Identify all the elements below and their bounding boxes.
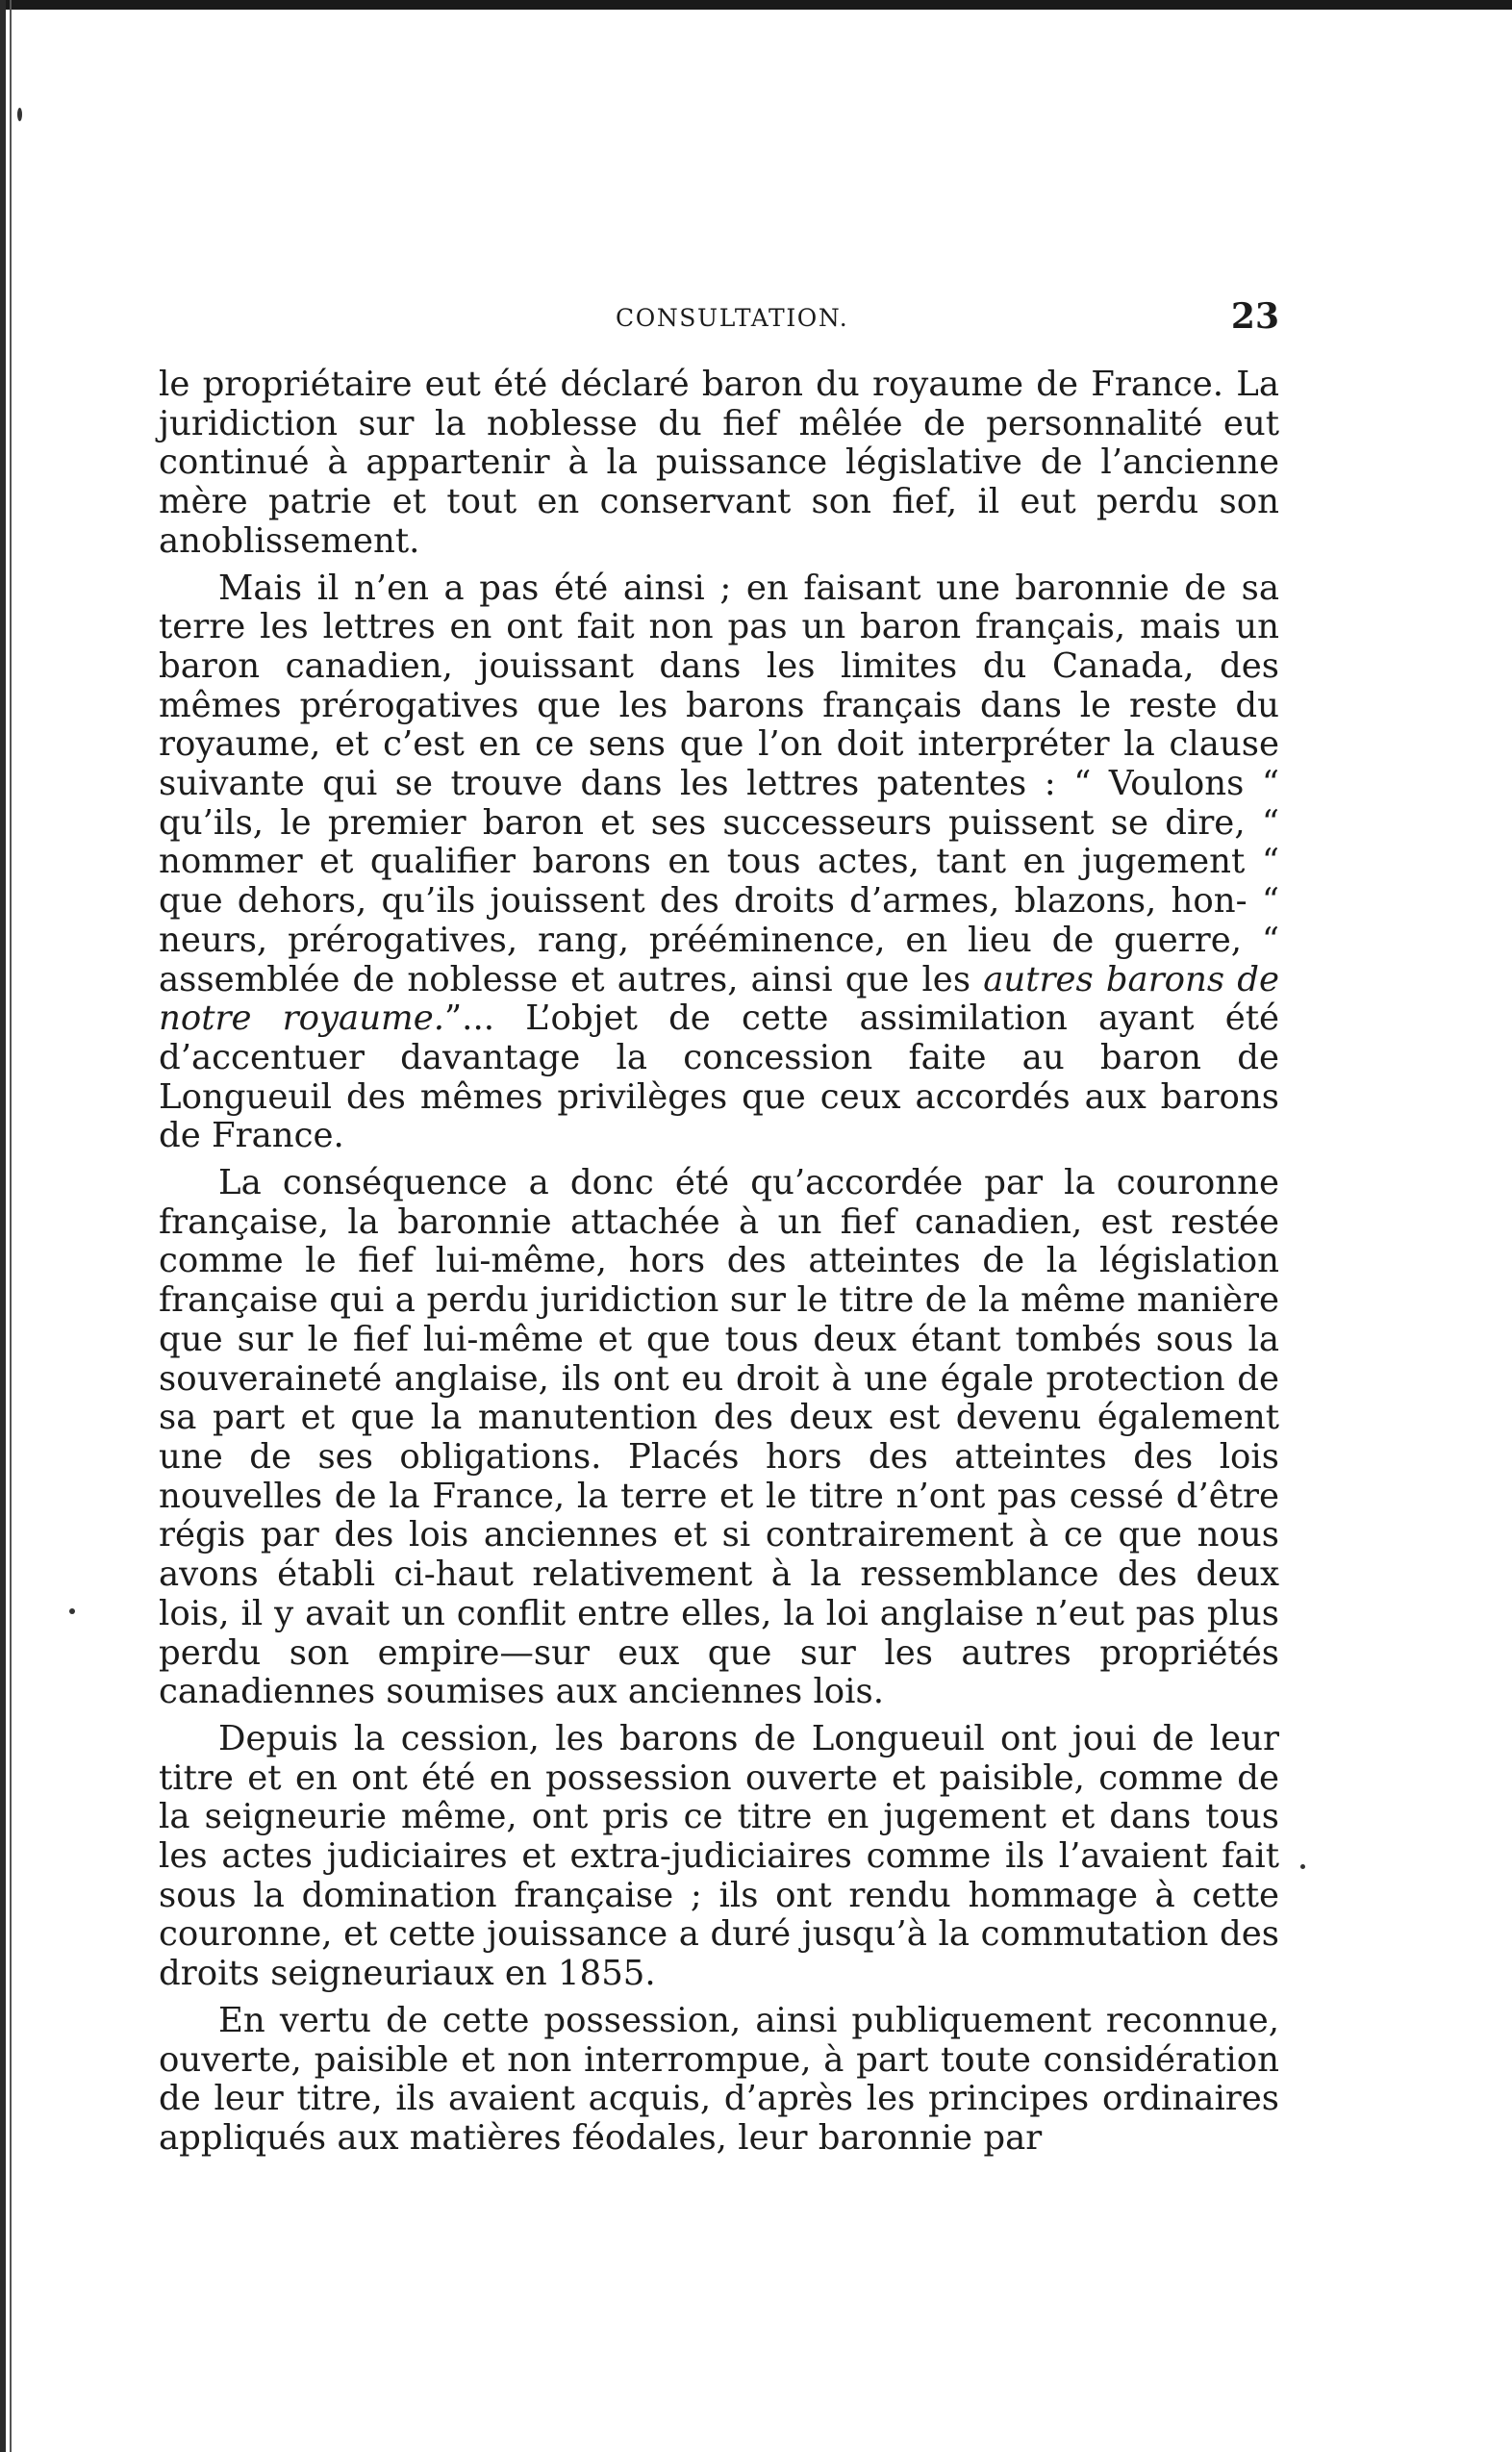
page-top-edge — [0, 0, 1512, 10]
print-speck — [17, 108, 22, 121]
running-title: CONSULTATION. — [616, 304, 849, 332]
paragraph: le propriétaire eut été déclaré baron du royaume de France. La juridiction sur la noblesse du fief mêlée de personnalité eut continué à appartenir à la puissance législative de l’ancienne mère patrie et tout en conservant son fief, il eut perdu son anoblissement. — [159, 365, 1279, 561]
paragraph — [159, 569, 1279, 1157]
paragraph: La conséquence a donc été qu’accordée par la couronne française, la baronnie attachée à un fief canadien, est restée comme le fief lui-même, hors des atteintes de la législation française qui a perdu juridiction sur le titre de la même manière que sur le fief lui-même et que tous deux étant tombés sous la souveraineté anglaise, ils ont eu droit à une égale protection de sa part et que la manutention des deux est devenu également une de ses obligations. Placés hors des atteintes des lois nouvelles de la France, la terre et le titre n’ont pas cessé d’être régis par des lois anciennes et si contrairement à ce que nous avons établi ci-haut relativement à la ressemblance des deux lois, il y avait un conflit entre elles, la loi anglaise n’eut pas plus perdu son empire—sur eux que sur les autres propriétés canadiennes soumises aux anciennes lois. — [159, 1163, 1279, 1712]
print-speck — [1300, 1864, 1305, 1869]
page-left-edge — [0, 0, 6, 2452]
body-text — [159, 366, 1279, 2166]
page-header — [159, 296, 1279, 344]
print-speck — [69, 1608, 75, 1614]
page-number: 23 — [1230, 296, 1279, 337]
paragraph-text: Mais il n’en a pas été ainsi ; en faisant une baronnie de sa terre les lettres en ont fait non pas un baron français, mais un baron canadien, jouissant dans les limites du Canada, des mêmes prérogatives que les barons français dans le reste du royaume, et c’est en ce sens que l’on doit interpréter la clause suivante qui se trouve dans les lettres patentes : “ Voulons “ qu’ils, le premier baron et ses successeurs puissent se dire, “ nommer et qualifier barons en tous actes, tant en jugement “ que dehors, qu’ils jouissent des droits d’armes, blazons, hon- “ neurs, prérogatives, rang, prééminence, en lieu de guerre, “ assemblée de noblesse et autres, ainsi que les — [159, 568, 1279, 999]
paragraph-text: ”... L’objet de cette assimilation ayant été d’accentuer davantage la concession faite au baron de Longueuil des mêmes privilèges que ceux accordés aux barons de France. — [159, 998, 1279, 1156]
italic-quote: autres barons de notre royaume. — [159, 959, 1280, 1039]
paragraph: Depuis la cession, les barons de Longueuil ont joui de leur titre et en ont été en possession ouverte et paisible, comme de la seigneurie même, ont pris ce titre en jugement et dans tous les actes judiciaires et extra-judiciaires comme ils l’avaient fait sous la domination française ; ils ont rendu hommage à cette couronne, et cette jouissance a duré jusqu’à la commutation des droits seigneuriaux en 1855. — [159, 1718, 1279, 1994]
paragraph: En vertu de cette possession, ainsi publiquement reconnue, ouverte, paisible et non interrompue, à part toute considération de leur titre, ils avaient acquis, d’après les principes ordinaires appliqués aux matières féodales, leur baronnie par — [159, 2000, 1279, 2158]
page-left-edge-line — [10, 0, 12, 2452]
